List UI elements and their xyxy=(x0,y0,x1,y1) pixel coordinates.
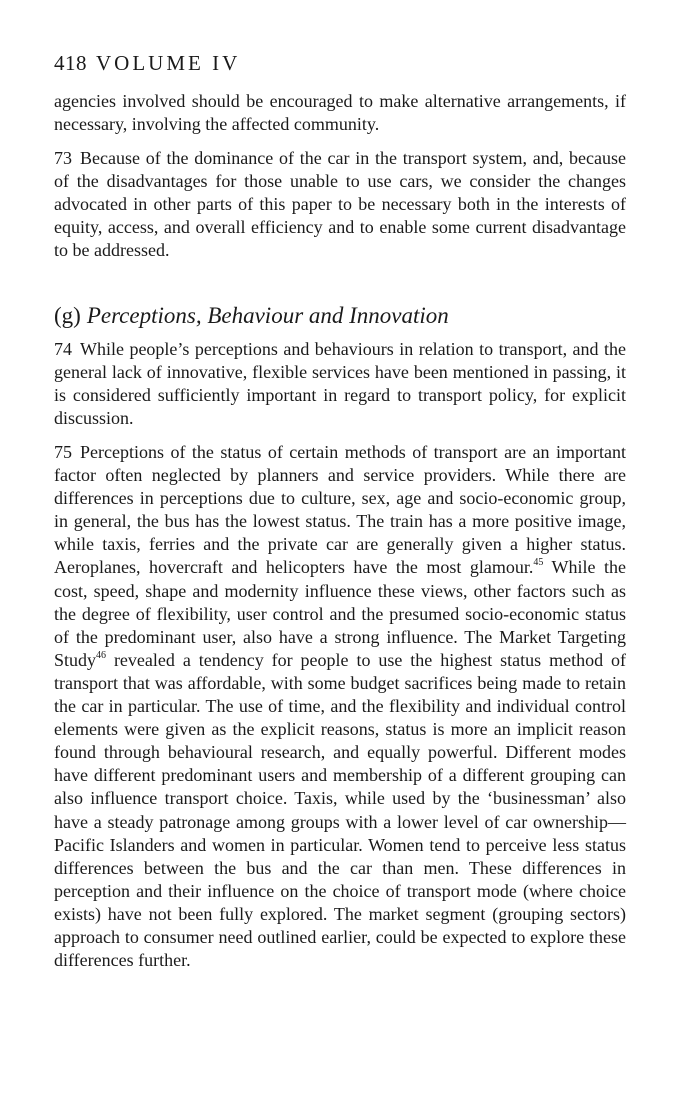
section-heading xyxy=(54,302,449,330)
paragraph-text: While people’s perceptions and behaviours in relation to transport, and the general lack of innovative, flexible services have been mentioned in passing, it is considered sufficiently important in regard to transport policy, for explicit discussion. xyxy=(54,339,626,429)
paragraph-number: 73 xyxy=(54,148,72,168)
paragraph-74 xyxy=(54,338,626,430)
paragraph-text-c: revealed a tendency for people to use the highest status method of transport that was affordable, with some budget sacrifices being made to retain the car in particular. The use of time, and the flexibility and individual control elements were given as the explicit reasons, status is more an implicit reason found through behavioural research, and equally powerful. Different modes have different predominant users and membership of a different grouping can also influence transport choice. Taxis, while used by the ‘businessman’ also have a steady patronage among groups with a lower level of car ownership—Pacific Islanders and women in particular. Women tend to perceive less status differences between the bus and the car than men. These differences in perception and their influence on the choice of transport mode (where choice exists) have not been fully explored. The market segment (grouping sectors) approach to consumer need outlined earlier, could be expected to explore these differences further. xyxy=(54,649,626,971)
running-head xyxy=(54,51,240,76)
paragraph-text-b: While the cost, speed, shape and modernity influence these views, other factors such as the degree of flexibility, user control and the presumed socio-economic status of the predominant user, also have a strong influence. The Market Targeting Study xyxy=(54,557,626,670)
paragraph-75 xyxy=(54,441,626,972)
paragraph-number: 75 xyxy=(54,442,72,462)
section-label: (g) xyxy=(54,303,81,328)
paragraph-number: 74 xyxy=(54,339,72,359)
volume-label: VOLUME IV xyxy=(96,51,241,75)
paragraph-73 xyxy=(54,147,626,262)
paragraph-text-a: Perceptions of the status of certain methods of transport are an important factor often neglected by planners and service providers. While there are differences in perceptions due to culture, sex, age and socio-economic group, in general, the bus has the lowest status. The train has a more positive image, while taxis, ferries and the private car are generally given a higher status. Aeroplanes, hovercraft and helicopters have the most glamour. xyxy=(54,442,626,578)
footnote-ref-46: 46 xyxy=(96,649,107,661)
section-title: Perceptions, Behaviour and Innovation xyxy=(86,303,449,328)
footnote-ref-45: 45 xyxy=(533,557,544,569)
paragraph-text: Because of the dominance of the car in the transport system, and, because of the disadvantages for those unable to use cars, we consider the changes advocated in other parts of this paper to be necessary both in the interests of equity, access, and overall efficiency and to enable some current disadvantage to be addressed. xyxy=(54,148,626,261)
page-number: 418 xyxy=(54,51,87,75)
paragraph-continuation xyxy=(54,90,626,136)
paragraph-continuation-text: agencies involved should be encouraged to make alternative arrangements, if necessary, involving the affected community. xyxy=(54,91,626,135)
